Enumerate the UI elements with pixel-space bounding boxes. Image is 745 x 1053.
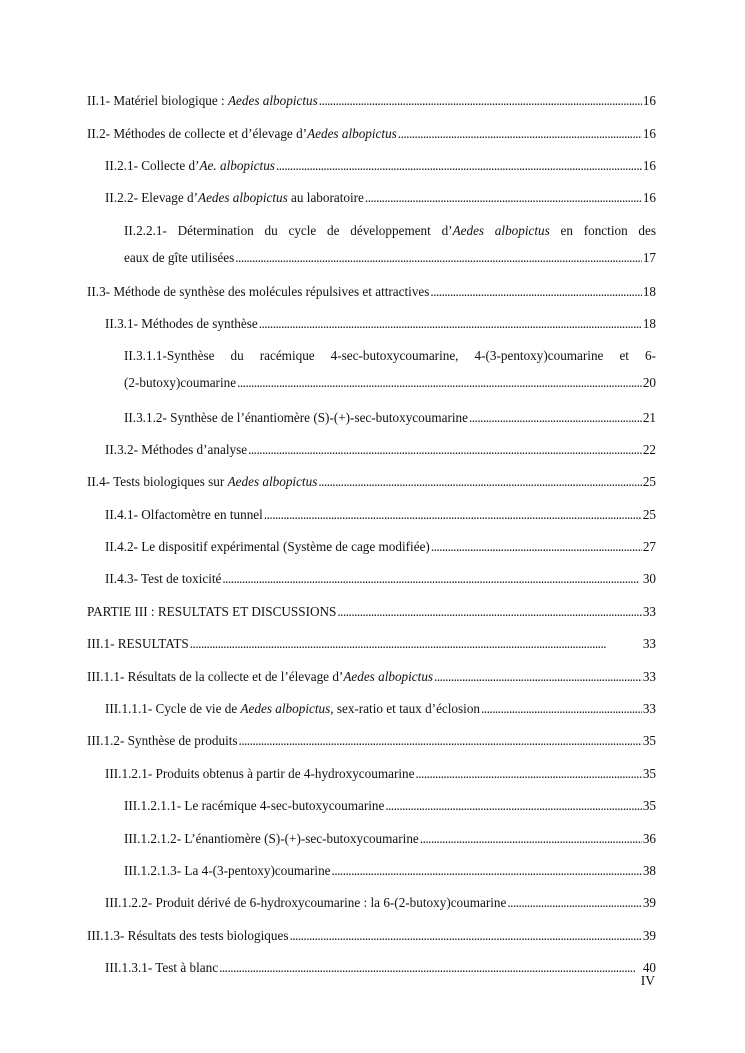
dot-leader	[190, 635, 642, 653]
dot-leader	[398, 125, 642, 143]
dot-leader	[289, 927, 641, 945]
dot-leader	[248, 441, 642, 459]
toc-entry[interactable]	[105, 758, 656, 790]
dot-leader	[430, 283, 641, 301]
dot-leader	[385, 797, 641, 815]
dot-leader	[319, 92, 642, 110]
toc-entry-title: II.3.1.2- Synthèse de l’énantiomère (S)-(+)-sec-butoxycoumarine	[124, 409, 468, 425]
toc-page-number: 33	[642, 636, 656, 652]
toc-entry-title: II.2- Méthodes de collecte et d’élevage d’Aedes albopictus	[87, 125, 397, 141]
dot-leader	[264, 506, 642, 524]
toc-entry-title: II.3.2- Méthodes d’analyse	[105, 441, 248, 457]
toc-entry[interactable]	[124, 401, 656, 433]
toc-page-number: 25	[642, 506, 656, 522]
toc-page-number: 16	[642, 190, 656, 206]
toc-entry-title: III.1.1- Résultats de la collecte et de l’élevage d’Aedes albopictus	[87, 668, 434, 684]
toc-page-number: 33	[642, 668, 656, 684]
toc-entry-title: II.3.1- Méthodes de synthèse	[105, 316, 258, 332]
dot-leader	[507, 894, 641, 912]
toc-entry-title: PARTIE III : RESULTATS ET DISCUSSIONS	[87, 603, 337, 619]
toc-entry[interactable]	[105, 693, 656, 725]
toc-entry-title: II.3.1.1-Synthèse du racémique 4-sec-butoxycoumarine, 4-(3-pentoxy)coumarine et 6-	[124, 348, 656, 364]
toc-entry[interactable]	[87, 596, 656, 628]
toc-entry[interactable]	[87, 466, 656, 498]
page-number: IV	[640, 973, 655, 988]
toc-entry-title: II.4.1- Olfactomètre en tunnel	[105, 506, 263, 522]
toc-page-number: 40	[642, 960, 656, 976]
dot-leader	[318, 473, 641, 491]
toc-entry-title: II.2.1- Collecte d’Ae. albopictus	[105, 157, 275, 173]
toc-entry[interactable]	[87, 660, 656, 692]
toc-entry[interactable]	[124, 790, 656, 822]
dot-leader	[420, 830, 642, 848]
dot-leader	[276, 157, 642, 175]
toc-entry-title-cont: (2-butoxy)coumarine	[124, 375, 237, 391]
toc-entry[interactable]	[87, 117, 656, 149]
toc-entry-title: II.4.2- Le dispositif expérimental (Système de cage modifiée)	[105, 539, 430, 555]
toc-entry[interactable]	[105, 308, 656, 340]
toc-entry[interactable]	[87, 725, 656, 757]
toc-entry-title: II.4.3- Test de toxicité	[105, 571, 222, 587]
toc-entry-title-cont: eaux de gîte utilisées	[124, 249, 235, 265]
toc-page-number: 33	[642, 603, 656, 619]
toc-entry-title: III.1.2.2- Produit dérivé de 6-hydroxycoumarine : la 6-(2-butoxy)coumarine	[105, 895, 507, 911]
toc-page-number: 16	[642, 125, 656, 141]
dot-leader	[235, 249, 642, 267]
toc-page-number: 38	[642, 863, 656, 878]
toc-entry[interactable]	[105, 531, 656, 563]
toc-entry-title: II.3- Méthode de synthèse des molécules répulsives et attractives	[87, 283, 430, 299]
toc-page-number: 18	[642, 283, 656, 299]
toc-entry[interactable]	[105, 887, 656, 919]
toc-page-number: 36	[642, 830, 656, 846]
dot-leader	[469, 409, 642, 427]
toc-entry-title: II.2.2.1- Détermination du cycle de développement d’Aedes albopictus en fonction des	[124, 222, 657, 238]
toc-entry-title: III.1.2.1- Produits obtenus à partir de 4-hydroxycoumarine	[105, 765, 415, 781]
toc-page-number: 21	[642, 409, 656, 425]
toc-entry-title: III.1.3- Résultats des tests biologiques	[87, 927, 289, 943]
toc-page-number: 30	[642, 571, 656, 587]
toc-entry[interactable]	[87, 920, 656, 952]
table-of-contents	[0, 85, 745, 984]
toc-entry[interactable]	[105, 434, 656, 466]
toc-page-number: 20	[642, 375, 656, 391]
toc-page-number: 39	[642, 927, 656, 943]
toc-entry-title: III.1.2.1.1- Le racémique 4-sec-butoxycoumarine	[124, 798, 385, 814]
dot-leader	[259, 315, 642, 333]
toc-entry[interactable]	[105, 499, 656, 531]
toc-entry[interactable]	[124, 855, 656, 887]
toc-entry[interactable]	[124, 215, 656, 276]
toc-entry[interactable]	[87, 85, 656, 117]
toc-entry-title: III.1.2- Synthèse de produits	[87, 733, 238, 749]
toc-entry-title: II.4- Tests biologiques sur Aedes albopictus	[87, 474, 318, 490]
dot-leader	[431, 538, 642, 556]
toc-entry[interactable]	[87, 276, 656, 308]
toc-page-number: 27	[642, 539, 656, 555]
toc-entry-title: III.1- RESULTATS	[87, 636, 189, 652]
toc-page-number: 35	[642, 733, 656, 749]
toc-page-number: 16	[642, 93, 656, 109]
toc-entry-title: III.1.2.1.2- L’énantiomère (S)-(+)-sec-butoxycoumarine	[124, 830, 419, 846]
dot-leader	[239, 732, 642, 750]
toc-entry-title: III.1.2.1.3- La 4-(3-pentoxy)coumarine	[124, 863, 331, 878]
toc-page-number: 18	[642, 316, 656, 332]
dot-leader	[237, 374, 642, 392]
toc-entry[interactable]	[124, 822, 656, 854]
dot-leader	[434, 668, 642, 686]
toc-entry-title: II.1- Matériel biologique : Aedes albopictus	[87, 93, 318, 109]
toc-entry[interactable]	[105, 952, 656, 984]
toc-entry[interactable]	[124, 340, 656, 401]
toc-page-number: 16	[642, 157, 656, 173]
toc-entry-title: III.1.3.1- Test à blanc	[105, 960, 219, 976]
toc-entry[interactable]	[105, 182, 656, 214]
toc-page-number: 25	[642, 474, 656, 490]
toc-page-number: 39	[642, 895, 656, 911]
dot-leader	[219, 959, 642, 977]
toc-entry[interactable]	[105, 563, 656, 595]
dot-leader	[222, 570, 641, 588]
toc-entry-title: II.2.2- Elevage d’Aedes albopictus au laboratoire	[105, 190, 364, 206]
dot-leader	[337, 603, 641, 621]
toc-page-number: 35	[642, 798, 656, 814]
dot-leader	[481, 700, 642, 718]
dot-leader	[415, 765, 641, 783]
toc-entry-title: III.1.1.1- Cycle de vie de Aedes albopictus, sex-ratio et taux d’éclosion	[105, 701, 481, 717]
toc-entry[interactable]	[105, 150, 656, 182]
toc-page-number: 35	[642, 765, 656, 781]
toc-entry[interactable]	[87, 628, 656, 660]
toc-page-number: 17	[642, 249, 656, 265]
toc-page-number: 33	[642, 701, 656, 717]
dot-leader	[365, 189, 642, 207]
dot-leader	[332, 862, 642, 880]
toc-page-number: 22	[642, 441, 656, 457]
